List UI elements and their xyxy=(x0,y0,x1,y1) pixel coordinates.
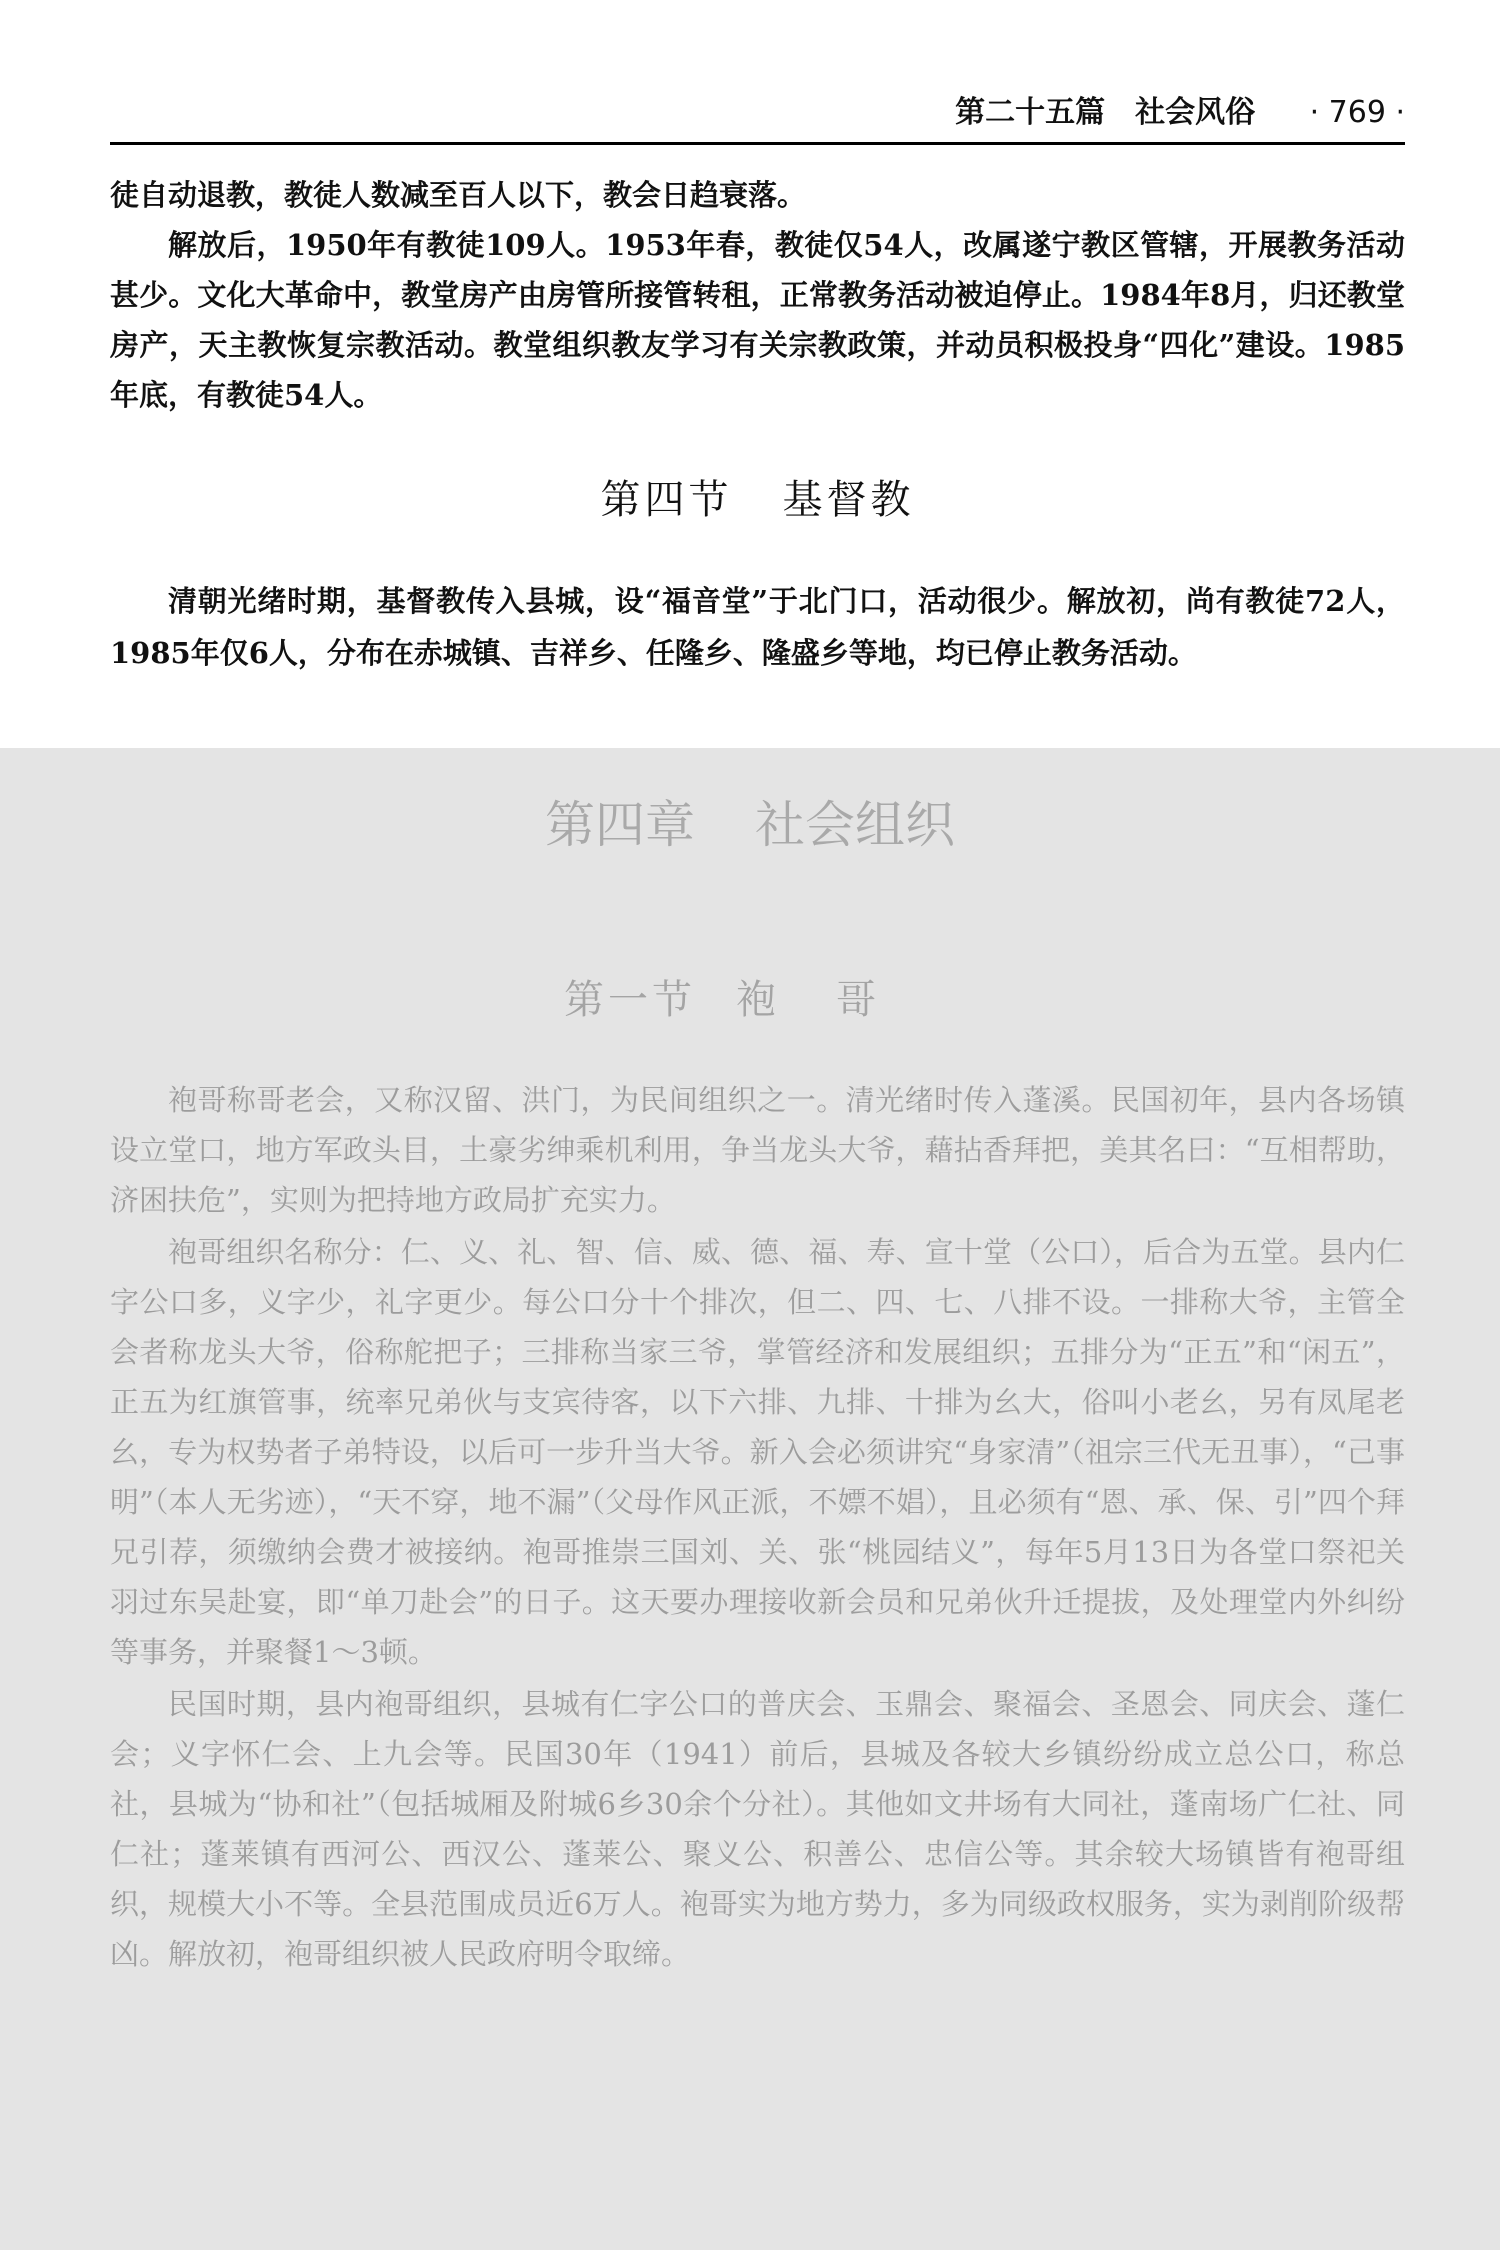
chapter-number: 第四章 xyxy=(545,796,695,854)
paragraph: 解放后，1950年有教徒109人。1953年春，教徒仅54人，改属遂宁教区管辖，开展教务活动甚少。文化大革命中，教堂房产由房管所接管转租，正常教务活动被迫停止。1984年8月，归还教堂房产，天主教恢复宗教活动。教堂组织教友学习有关宗教政策，并动员积极投身“四化”建设。1985年底，有教徒54人。 xyxy=(110,228,1405,412)
section-title xyxy=(110,470,1405,530)
paragraph: 民国时期，县内袍哥组织，县城有仁字公口的普庆会、玉鼎会、聚福会、圣恩会、同庆会、蓬仁会；义字怀仁会、上九会等。民国30年（1941）前后，县城及各较大乡镇纷纷成立总公口，称总社，县城为“协和社”（包括城厢及附城6乡30余个分社）。其他如文井场有大同社，蓬南场广仁社、同仁社；蓬莱镇有西河公、西汉公、蓬莱公、聚义公、积善公、忠信公等。其余较大场镇皆有袍哥组织，规模大小不等。全县范围成员近6万人。袍哥实为地方势力，多为同级政权服务，实为剥削阶级帮凶。解放初，袍哥组织被人民政府明令取缔。 xyxy=(110,1687,1405,1971)
chapter-name: 社会组织 xyxy=(755,796,955,854)
chapter-title xyxy=(0,790,1500,860)
paragraph: 清朝光绪时期，基督教传入县城，设“福音堂”于北门口，活动很少。解放初，尚有教徒72人，1985年仅6人，分布在赤城镇、吉祥乡、任隆乡、隆盛乡等地，均已停止教务活动。 xyxy=(110,584,1405,670)
paragraph: 袍哥组织名称分：仁、义、礼、智、信、威、德、福、寿、宣十堂（公口），后合为五堂。县内仁字公口多，义字少，礼字更少。每公口分十个排次，但二、四、七、八排不设。一排称大爷，主管全会者称龙头大爷，俗称舵把子；三排称当家三爷，掌管经济和发展组织；五排分为“正五”和“闲五”，正五为红旗管事，统率兄弟伙与支宾待客，以下六排、九排、十排为幺大，俗叫小老幺，另有凤尾老幺，专为权势者子弟特设，以后可一步升当大爷。新入会必须讲究“身家清”（祖宗三代无丑事），“己事明”（本人无劣迹），“天不穿，地不漏”（父母作风正派，不嫖不娼），且必须有“恩、承、保、引”四个拜兄引荐，须缴纳会费才被接纳。袍哥推崇三国刘、关、张“桃园结义”，每年5月13日为各堂口祭祀关羽过东吴赴宴，即“单刀赴会”的日子。这天要办理接收新会员和兄弟伙升迁提拔，及处理堂内外纠纷等事务，并聚餐1～3顿。 xyxy=(110,1235,1405,1669)
section-name: 基督教 xyxy=(782,477,915,523)
section-body xyxy=(110,1075,1405,1981)
section-name: 袍哥 xyxy=(736,977,936,1023)
section-body xyxy=(110,575,1405,679)
page-number: · 769 · xyxy=(1309,95,1405,130)
paragraph: 袍哥称哥老会，又称汉留、洪门，为民间组织之一。清光绪时传入蓬溪。民国初年，县内各场镇设立堂口，地方军政头目，土豪劣绅乘机利用，争当龙头大爷，藉拈香拜把，美其名曰：“互相帮助，济困扶危”，实则为把持地方政局扩充实力。 xyxy=(110,1083,1405,1217)
paragraph: 徒自动退教，教徒人数减至百人以下，教会日趋衰落。 xyxy=(110,178,807,212)
continued-text xyxy=(110,170,1405,420)
section-number: 第一节 xyxy=(564,977,696,1023)
section-title xyxy=(0,970,1500,1030)
section-number: 第四节 xyxy=(600,477,733,523)
header-rule xyxy=(110,142,1405,145)
part-title: 第二十五篇 社会风俗 xyxy=(955,95,1256,130)
page-header xyxy=(110,88,1405,138)
